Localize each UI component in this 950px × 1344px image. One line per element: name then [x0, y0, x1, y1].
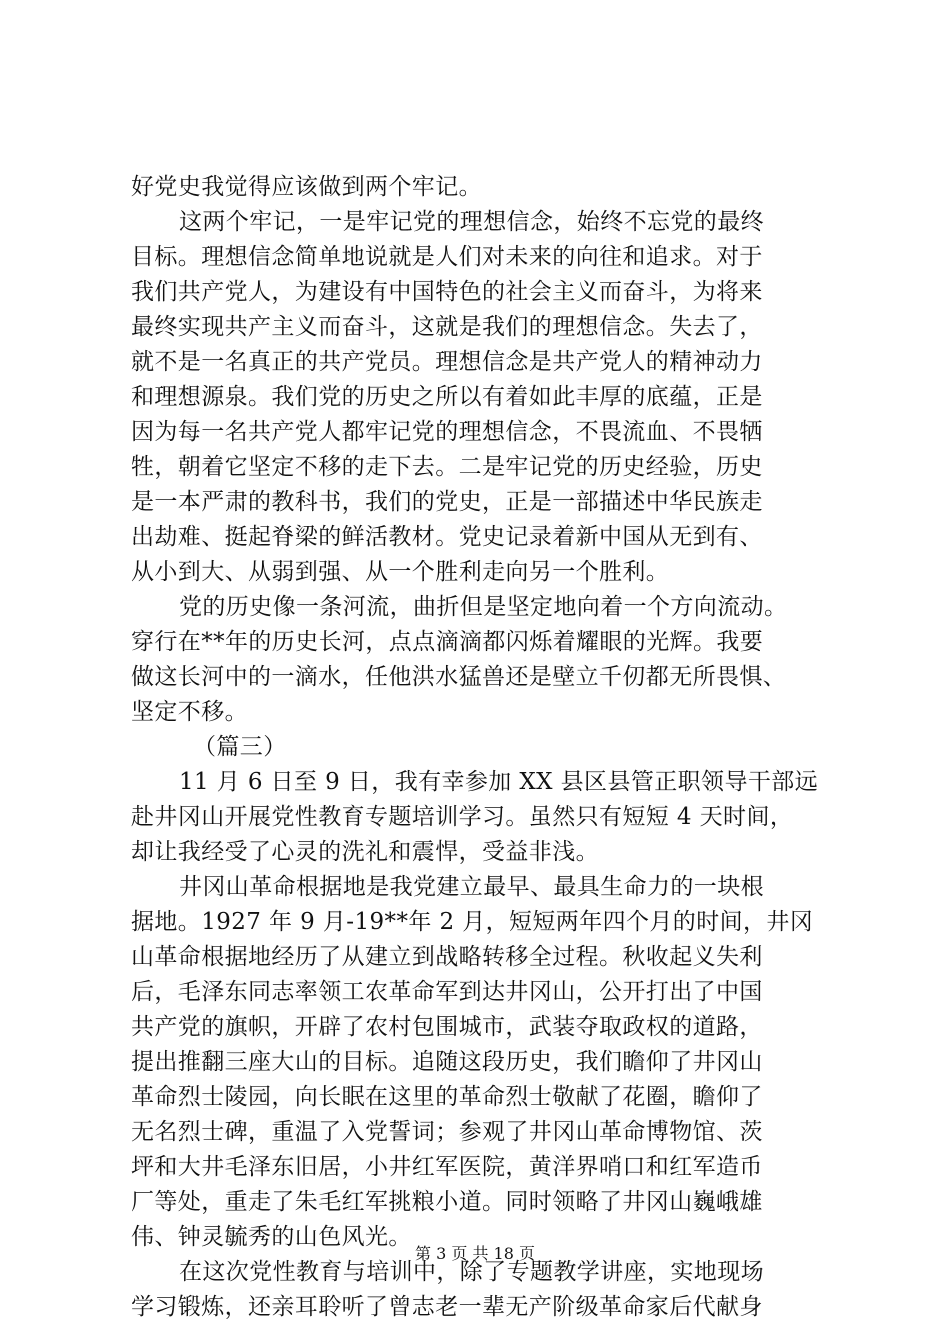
text-line: 厂等处，重走了朱毛红军挑粮小道。同时领略了井冈山巍峨雄: [131, 1189, 763, 1215]
text-line: 革命烈士陵园，向长眠在这里的革命烈士敬献了花圈，瞻仰了: [131, 1084, 763, 1110]
text-line: 牲，朝着它坚定不移的走下去。二是牢记党的历史经验，历史: [131, 454, 763, 480]
text-line: 学习锻炼，还亲耳聆听了曾志老一辈无产阶级革命家后代献身: [131, 1294, 763, 1320]
text-line: 就不是一名真正的共产党员。理想信念是共产党人的精神动力: [131, 349, 763, 375]
text-line: 坚定不移。: [131, 699, 248, 725]
document-body: [131, 170, 831, 1325]
text-line: 却让我经受了心灵的洗礼和震悍，受益非浅。: [131, 839, 599, 865]
text-line: 山革命根据地经历了从建立到战略转移全过程。秋收起义失利: [131, 944, 763, 970]
text-line: 赴井冈山开展党性教育专题培训学习。虽然只有短短 4 天时间，: [131, 804, 794, 830]
text-line: 做这长河中的一滴水，任他洪水猛兽还是壁立千仞都无所畏惧、: [131, 664, 787, 690]
text-line: 从小到大、从弱到强、从一个胜利走向另一个胜利。: [131, 559, 670, 585]
text-line: 最终实现共产主义而奋斗，这就是我们的理想信念。失去了，: [131, 314, 763, 340]
text-line: 党的历史像一条河流，曲折但是坚定地向着一个方向流动。: [179, 594, 788, 620]
section-heading: （篇三）: [193, 734, 287, 760]
text-line: 后，毛泽东同志率领工农革命军到达井冈山，公开打出了中国: [131, 979, 763, 1005]
text-line: 穿行在**年的历史长河，点点滴滴都闪烁着耀眼的光辉。我要: [131, 629, 764, 655]
text-line: 伟、钟灵毓秀的山色风光。: [131, 1224, 412, 1250]
text-line: 出劫难、挺起脊梁的鲜活教材。党史记录着新中国从无到有、: [131, 524, 763, 550]
text-line: 坪和大井毛泽东旧居，小井红军医院，黄洋界哨口和红军造币: [131, 1154, 763, 1180]
text-line: 我们共产党人，为建设有中国特色的社会主义而奋斗，为将来: [131, 279, 763, 305]
text-line: 井冈山革命根据地是我党建立最早、最具生命力的一块根: [179, 874, 764, 900]
page-number-footer: 第 3 页 共 18 页: [415, 1244, 535, 1263]
text-line: 提出推翻三座大山的目标。追随这段历史，我们瞻仰了井冈山: [131, 1049, 763, 1075]
text-line: 在这次党性教育与培训中，除了专题教学讲座，实地现场: [179, 1259, 764, 1285]
text-line: 据地。1927 年 9 月-19**年 2 月，短短两年四个月的时间，井冈: [131, 909, 814, 935]
text-line: 好党史我觉得应该做到两个牢记。: [131, 174, 482, 200]
text-line: 因为每一名共产党人都牢记党的理想信念，不畏流血、不畏牺: [131, 419, 763, 445]
text-line: 是一本严肃的教科书，我们的党史，正是一部描述中华民族走: [131, 489, 763, 515]
text-line: 11 月 6 日至 9 日，我有幸参加 XX 县区县管正职领导干部远: [179, 769, 819, 795]
text-line: 和理想源泉。我们党的历史之所以有着如此丰厚的底蕴，正是: [131, 384, 763, 410]
text-line: 这两个牢记，一是牢记党的理想信念，始终不忘党的最终: [179, 209, 764, 235]
text-line: 共产党的旗帜，开辟了农村包围城市，武装夺取政权的道路，: [131, 1014, 763, 1040]
text-line: 目标。理想信念简单地说就是人们对未来的向往和追求。对于: [131, 244, 763, 270]
text-line: 无名烈士碑，重温了入党誓词；参观了井冈山革命博物馆、茨: [131, 1119, 763, 1145]
